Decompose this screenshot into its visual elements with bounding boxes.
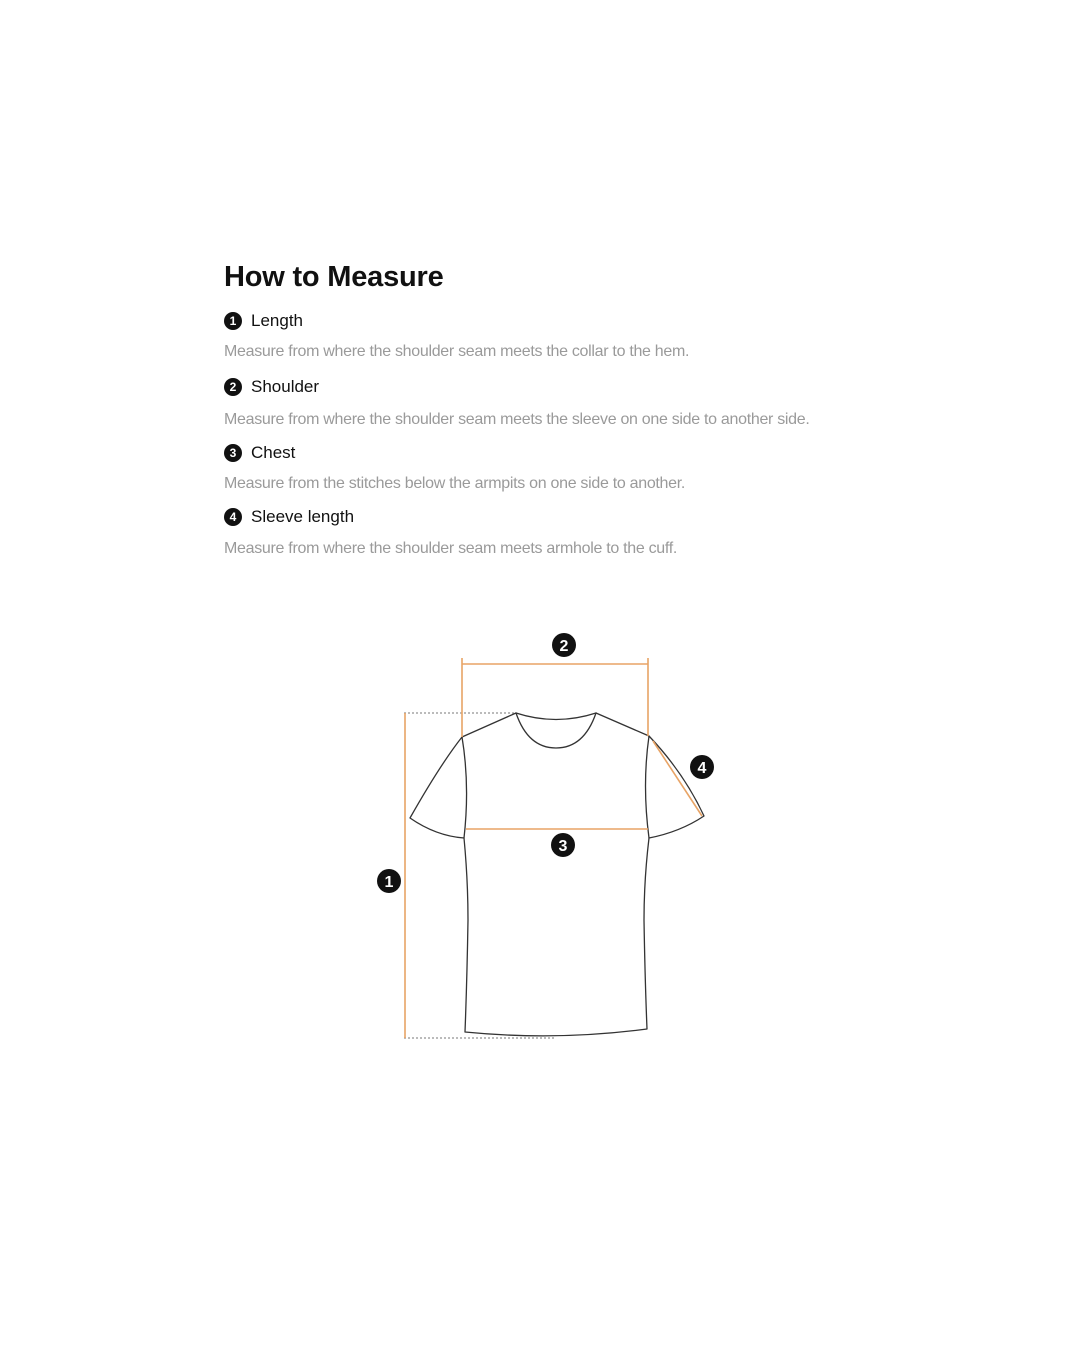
tshirt-outline-icon bbox=[410, 713, 704, 1036]
number-badge-3-icon: 3 bbox=[224, 444, 242, 462]
svg-text:4: 4 bbox=[697, 760, 707, 777]
marker-4-icon bbox=[690, 755, 714, 779]
step-label: Length bbox=[251, 311, 303, 330]
page-title: How to Measure bbox=[224, 261, 444, 293]
marker-3-icon bbox=[551, 833, 575, 857]
step-description: Measure from where the shoulder seam meets armhole to the cuff. bbox=[224, 540, 678, 557]
step-label: Chest bbox=[251, 443, 296, 462]
step-label: Shoulder bbox=[251, 377, 320, 396]
svg-text:3: 3 bbox=[558, 838, 568, 855]
number-badge-1-icon: 1 bbox=[224, 312, 242, 330]
step-description: Measure from the stitches below the armpits on one side to another. bbox=[224, 475, 686, 492]
step-label: Sleeve length bbox=[251, 507, 355, 526]
guide-dotted-lines bbox=[404, 713, 556, 1038]
step-description: Measure from where the shoulder seam meets the collar to the hem. bbox=[224, 343, 690, 360]
svg-text:1: 1 bbox=[384, 874, 394, 891]
step-description: Measure from where the shoulder seam meets the sleeve on one side to another side. bbox=[224, 411, 810, 428]
number-badge-2-icon: 2 bbox=[224, 378, 242, 396]
marker-2-icon bbox=[552, 633, 576, 657]
number-badge-4-icon: 4 bbox=[224, 508, 242, 526]
marker-1-icon bbox=[377, 869, 401, 893]
svg-text:2: 2 bbox=[559, 638, 569, 655]
